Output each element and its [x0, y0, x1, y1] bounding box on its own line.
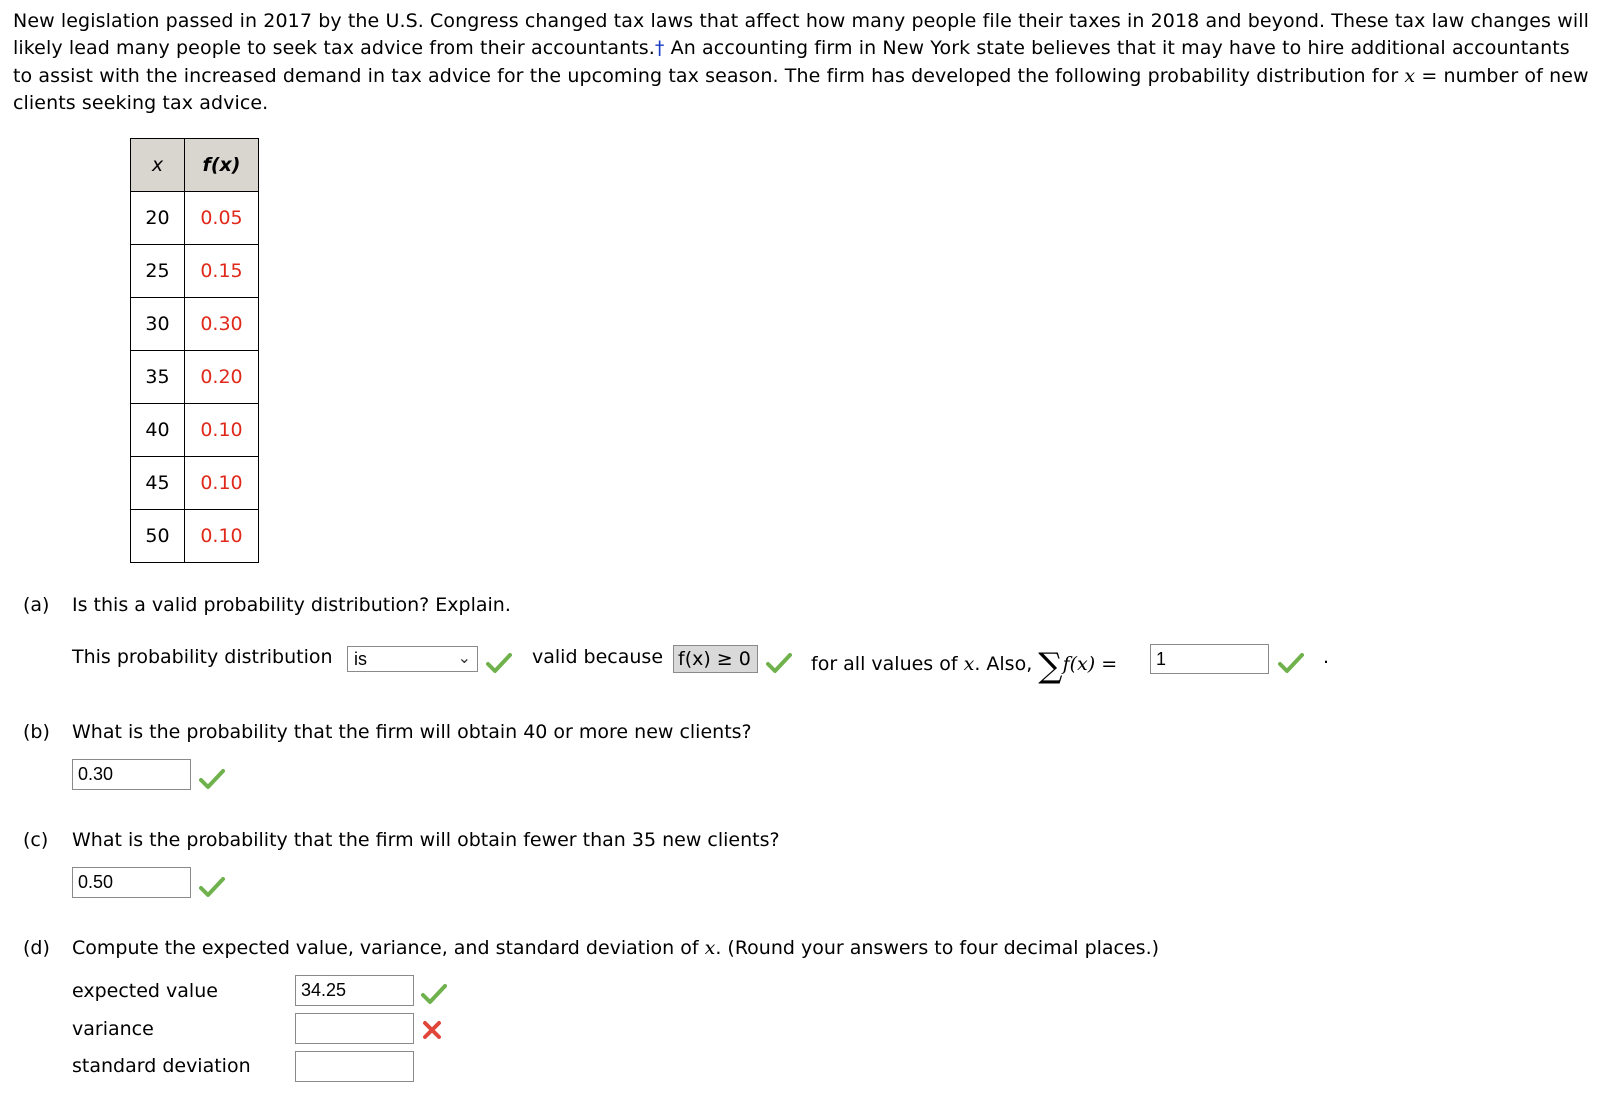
intro-text-3: = number of new clients seeking tax advice.: [13, 64, 1589, 114]
part-c-label: (c): [23, 829, 49, 851]
table-row: [131, 404, 259, 457]
table-row: [131, 457, 259, 510]
part-a-question: [23, 594, 511, 616]
fx-cell: 0.10: [185, 457, 259, 510]
part-b-text: What is the probability that the firm will obtain 40 or more new clients?: [72, 721, 752, 743]
x-cell: 45: [131, 457, 185, 510]
intro-text-1: New legislation passed in 2017 by the U.S. Congress changed tax laws that affect how many people file their taxes in 2018 and beyond. These tax law changes will likely lead many people to seek tax advice from their accountants.: [13, 10, 1589, 60]
chevron-down-icon: ⌄: [457, 650, 471, 667]
x-cell: 30: [131, 298, 185, 351]
part-b-question: [23, 721, 752, 743]
intro-variable: x: [1404, 64, 1416, 87]
sentence-period: .: [1323, 646, 1330, 668]
table-row: [131, 298, 259, 351]
sum-input[interactable]: 1: [1150, 644, 1269, 674]
check-icon: [766, 652, 792, 674]
fx-cell: 0.10: [185, 404, 259, 457]
check-icon: [1278, 652, 1304, 674]
part-a-label: (a): [23, 594, 50, 616]
part-d-label: (d): [23, 937, 50, 959]
header-x: x: [131, 139, 185, 192]
x-cell: 40: [131, 404, 185, 457]
intro-text-2: An accounting firm in New York state believes that it may have to hire additional accountants to assist with the increased demand in tax advice for the upcoming tax season. The firm has developed the following probability distribution for: [13, 37, 1570, 87]
check-icon: [421, 983, 447, 1005]
part-a-suffix-var: x: [963, 653, 975, 675]
part-d-text: Compute the expected value, variance, and standard deviation of: [72, 937, 699, 959]
part-b-label: (b): [23, 721, 50, 743]
probability-table: [130, 138, 259, 563]
part-a-suffix-post: . Also,: [974, 653, 1033, 675]
part-d-text-post: . (Round your answers to four decimal places.): [715, 937, 1160, 959]
x-cell: 20: [131, 192, 185, 245]
table-row: [131, 245, 259, 298]
condition-answer-value: f(x) ≥ 0: [678, 648, 751, 670]
equals-sign: =: [1101, 653, 1118, 675]
table-row: [131, 351, 259, 404]
fx-cell: 0.05: [185, 192, 259, 245]
table-row: [131, 510, 259, 563]
validity-select-value: is: [354, 649, 367, 669]
header-fx: f(x): [185, 139, 259, 192]
sum-expression: f(x): [1062, 653, 1096, 675]
x-cell: 35: [131, 351, 185, 404]
table-row: [131, 192, 259, 245]
part-a-prefix: This probability distribution: [72, 646, 333, 668]
part-d-question: [23, 937, 1159, 959]
part-a-suffix: [811, 646, 1117, 686]
part-a-text: Is this a valid probability distribution? Explain.: [72, 594, 511, 616]
expected-value-input[interactable]: 34.25: [295, 975, 414, 1006]
validity-select[interactable]: [347, 646, 478, 672]
part-c-text: What is the probability that the firm will obtain fewer than 35 new clients?: [72, 829, 780, 851]
part-c-question: [23, 829, 780, 851]
expected-value-label: expected value: [72, 980, 218, 1002]
check-icon: [199, 876, 225, 898]
cross-icon: [421, 1019, 443, 1041]
check-icon: [486, 652, 512, 674]
sigma-symbol: ∑: [1038, 646, 1063, 686]
footnote-link[interactable]: †: [654, 37, 665, 60]
problem-statement: [13, 8, 1593, 117]
fx-cell: 0.15: [185, 245, 259, 298]
fx-cell: 0.20: [185, 351, 259, 404]
standard-deviation-input[interactable]: [295, 1051, 414, 1082]
x-cell: 25: [131, 245, 185, 298]
part-d-var: x: [704, 937, 716, 959]
part-a-mid: valid because: [532, 646, 664, 668]
fx-cell: 0.10: [185, 510, 259, 563]
standard-deviation-label: standard deviation: [72, 1055, 251, 1077]
check-icon: [199, 768, 225, 790]
part-c-answer-input[interactable]: 0.50: [72, 867, 191, 898]
part-b-answer-input[interactable]: 0.30: [72, 759, 191, 790]
part-a-suffix-text: for all values of: [811, 653, 958, 675]
variance-input[interactable]: [295, 1013, 414, 1044]
fx-cell: 0.30: [185, 298, 259, 351]
x-cell: 50: [131, 510, 185, 563]
variance-label: variance: [72, 1018, 154, 1040]
condition-answer-box[interactable]: [673, 645, 758, 673]
